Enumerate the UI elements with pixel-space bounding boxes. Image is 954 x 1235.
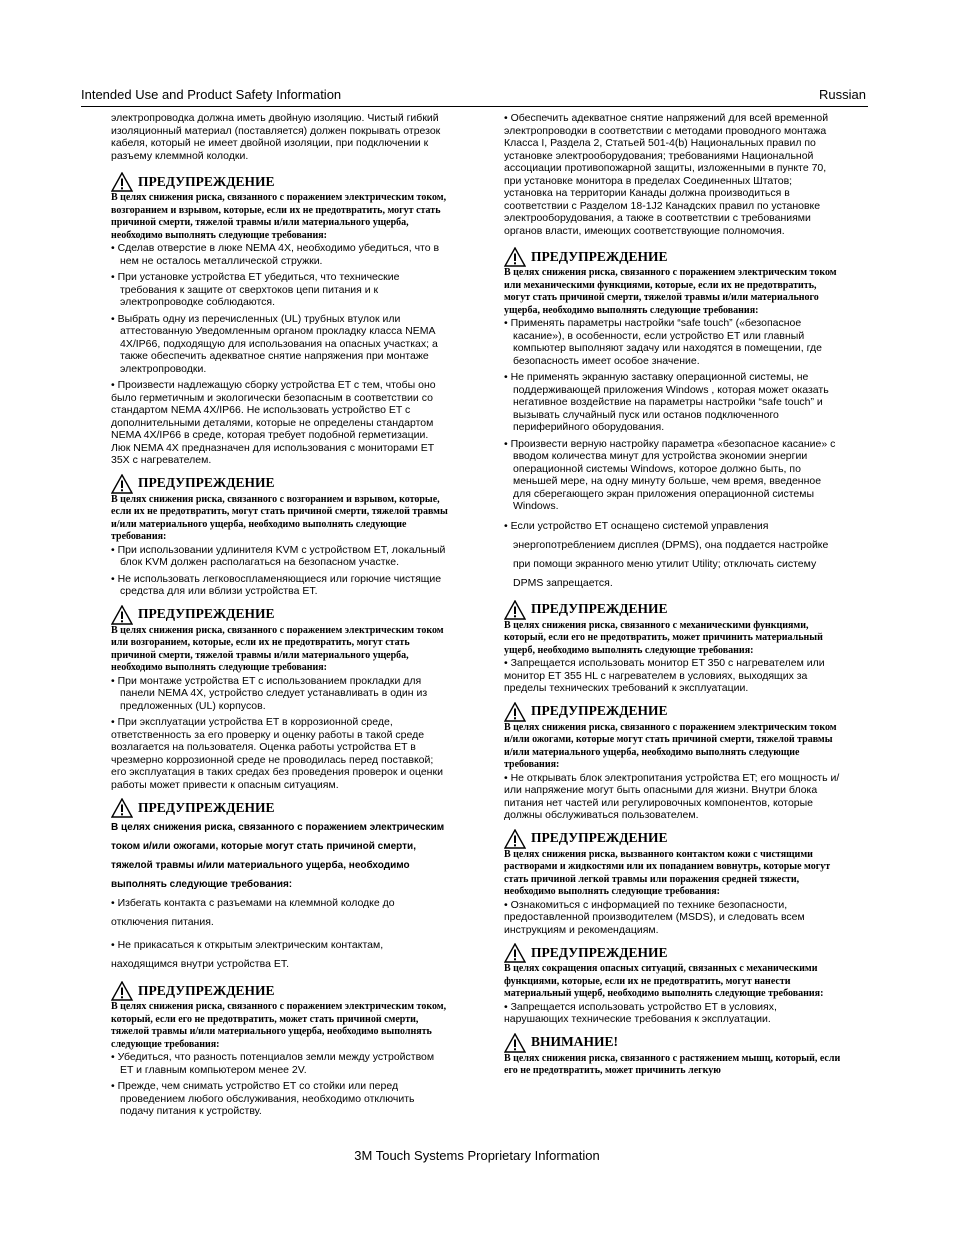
warning-list xyxy=(504,317,841,593)
warning-intro: В целях снижения риска, связанного с механическими функциями, который, если его не предотвратить, может причинить материальный ущерб, необходимо выполнять следующие требования: xyxy=(504,619,823,656)
header-language: Russian xyxy=(819,87,866,102)
list-item: • Запрещается использовать устройство ET в условиях, нарушающих технические требования к эксплуатации. xyxy=(504,1001,841,1026)
list-item: • Убедиться, что разность потенциалов земли между устройством ET и главным компьютером менее 2V. xyxy=(111,1051,448,1076)
warning-block xyxy=(111,981,448,1118)
warning-block xyxy=(111,474,448,598)
warning-triangle-icon xyxy=(504,247,526,267)
warning-triangle-icon xyxy=(111,605,133,625)
warning-heading xyxy=(504,702,841,722)
warning-triangle-icon xyxy=(504,1033,526,1053)
warning-heading xyxy=(111,605,448,625)
warning-block xyxy=(111,605,448,792)
header-title: Intended Use and Product Safety Information xyxy=(81,87,342,102)
warning-triangle-icon xyxy=(111,981,133,1001)
list-item: • Выбрать одну из перечисленных (UL) трубных втулок или аттестованную Уведомленным органом прокладку класса NEMA 4X/IP66, подходящую для использования на опасных участках; а также обеспечить адекватное снятие напряжения при монтаже электропроводки. xyxy=(111,313,448,376)
warning-triangle-icon xyxy=(504,943,526,963)
caution-heading xyxy=(504,1033,841,1053)
left-column xyxy=(111,112,448,1125)
warning-triangle-icon xyxy=(504,702,526,722)
warning-intro: В целях снижения риска, связанного с поражением электрическим током и/или ожогами, которые могут стать причиной смерти, тяжелой травмы и/или материального ущерба, необходимо выполнять следующие требования: xyxy=(504,721,837,770)
warning-heading xyxy=(504,829,841,849)
warning-title: ПРЕДУПРЕЖДЕНИЕ xyxy=(138,606,275,622)
warning-intro: В целях снижения риска, связанного с поражением электрическим током и/или ожогами, которые могут стать причиной смерти, тяжелой травмы и/или материального ущерба, необходимо выполнять следующие требования: xyxy=(111,822,445,890)
warning-block xyxy=(504,247,841,593)
warning-intro: В целях снижения риска, связанного с поражением электрическим током, который, если его не предотвратить, может стать причиной смерти, тяжелой травмы и/или материального ущерба, необходимо выполнять следующие требования: xyxy=(111,1001,447,1050)
warning-block xyxy=(504,829,841,937)
warning-triangle-icon xyxy=(111,798,133,818)
warning-list xyxy=(111,894,448,974)
warning-title: ПРЕДУПРЕЖДЕНИЕ xyxy=(531,830,668,846)
warning-list xyxy=(111,675,448,792)
right-intro-paragraph: • Обеспечить адекватное снятие напряжений для всей временной электропроводки в соответствии с методами проводного монтажа Класса I, Раздела 2, Статьей 501-4(b) Национальных правил по установке электрооборудования; требованиями Национальной ассоциации противопожарной защиты, изложенными в пункте 70, при установке монитора в пределах Соединенных Штатов; установка на территории Канады должна производиться в соответствии с Разделом 18-1J2 Канадских правил по установке электрооборудования, а также в соответствии с требованиями органов власти, имеющих соответствующие полномочия. xyxy=(504,112,829,237)
warning-block xyxy=(504,943,841,1026)
list-item: • Произвести надлежащую сборку устройства ET с тем, чтобы оно было герметичным и экологически безопасным в соответствии со стандартом NEMA 4X/IP66. Не использовать устройство ET с дополнительными деталями, которые не определены стандартом NEMA 4X/IP66 в среде, которая требует подобной герметизации. Люк NEMA 4X предназначен для использования с мониторами ET 35X с нагревателем. xyxy=(111,379,448,467)
warning-triangle-icon xyxy=(111,172,133,192)
warning-title: ПРЕДУПРЕЖДЕНИЕ xyxy=(531,248,668,264)
warning-list xyxy=(504,1001,841,1026)
page-footer: 3M Touch Systems Proprietary Information xyxy=(354,1148,600,1163)
warning-triangle-icon xyxy=(111,474,133,494)
warning-block xyxy=(504,600,841,695)
warning-title: ПРЕДУПРЕЖДЕНИЕ xyxy=(531,601,668,617)
caution-block xyxy=(504,1033,841,1078)
warning-heading xyxy=(504,247,841,267)
list-item: • Не использовать легковоспламеняющиеся или горючие чистящие средства для или вблизи устройства ET. xyxy=(111,573,448,598)
list-item: • При использовании удлинителя KVM с устройством ET, локальный блок KVM должен располагаться на безопасном участке. xyxy=(111,544,448,569)
caution-intro: В целях снижения риска, связанного с растяжением мышц, который, если его не предотвратить, может причинить легкую xyxy=(504,1052,841,1076)
list-item: • Если устройство ET оснащено системой управления энергопотреблением дисплея (DPMS), она поддается настройке при помощи экранного меню утилит Utility; отключать систему DPMS запрещается. xyxy=(504,517,841,593)
warning-title: ПРЕДУПРЕЖДЕНИЕ xyxy=(138,982,275,998)
warning-title: ПРЕДУПРЕЖДЕНИЕ xyxy=(138,173,275,189)
list-item: • Сделав отверстие в люке NEMA 4X, необходимо убедиться, что в нем не осталось металлической стружки. xyxy=(111,242,448,267)
warning-triangle-icon xyxy=(504,600,526,620)
warning-block xyxy=(111,172,448,467)
list-item: • При установке устройства ET убедиться, что технические требования к защите от сверхтоков цепи питания и к электропроводке соблюдаются. xyxy=(111,271,448,309)
warning-heading xyxy=(111,798,448,818)
warning-block xyxy=(111,798,448,974)
warning-heading xyxy=(111,474,448,494)
warning-title: ПРЕДУПРЕЖДЕНИЕ xyxy=(531,944,668,960)
list-item: • Не открывать блок электропитания устройства ET; его мощность и/или напряжение могут быть опасными для жизни. Внутри блока питания нет частей или регулировочных компонентов, которые должны обслуживаться пользователем. xyxy=(504,772,841,822)
warning-block xyxy=(504,702,841,822)
warning-intro: В целях снижения риска, связанного с возгоранием и взрывом, которые, если их не предотвратить, могут стать причиной смерти, тяжелой травмы и/или материального ущерба, необходимо выполнять следующие требования: xyxy=(111,493,448,542)
warning-list xyxy=(111,242,448,467)
right-column xyxy=(504,112,841,1085)
warning-triangle-icon xyxy=(504,829,526,849)
caution-title: ВНИМАНИЕ! xyxy=(531,1034,618,1050)
warning-intro: В целях сокращения опасных ситуаций, связанных с механическими функциями, которые, если их не предотвратить, могут нанести материальный ущерб, необходимо выполнять следующие требования: xyxy=(504,963,824,999)
list-item: • Применять параметры настройки “safe touch” («безопасное касание»), в особенности, если устройство ET или главный компьютер выполняют задачу или находятся в помещении, где безопасность имеет особое значение. xyxy=(504,317,841,367)
warning-list xyxy=(111,544,448,598)
warning-heading xyxy=(111,981,448,1001)
warning-intro: В целях снижения риска, связанного с поражением электрическим током, возгоранием и взрывом, которые, если их не предотвратить, могут стать причиной смерти, тяжелой травмы и/или материального ущерба, необходимо выполнять следующие требования: xyxy=(111,192,447,241)
list-item: • Запрещается использовать монитор ET 350 с нагревателем или монитор ET 355 HL с нагревателем в условиях, выходящих за пределы технических требований к эксплуатации. xyxy=(504,657,841,695)
left-intro-paragraph: электропроводка должна иметь двойную изоляцию. Чистый гибкий изоляционный материал (поставляется) должен покрывать отрезок кабеля, который не имеет двойной изоляции, при подключении к разъему клеммной колодки. xyxy=(111,112,441,162)
warning-list xyxy=(504,772,841,822)
warning-list xyxy=(111,1051,448,1118)
list-item: • При монтаже устройства ET с использованием прокладки для панели NEMA 4X, устройство следует устанавливать в один из предложенных (UL) корпусов. xyxy=(111,675,448,713)
warning-intro: В целях снижения риска, связанного с поражением электрическим током или возгоранием, которые, если их не предотвратить, могут стать причиной смерти, тяжелой травмы и/или материального ущерба, необходимо выполнять следующие требования: xyxy=(111,624,444,673)
header-rule xyxy=(81,106,868,107)
list-item: • Не прикасаться к открытым электрическим контактам, находящимся внутри устройства ET. xyxy=(111,936,448,974)
warning-heading xyxy=(111,172,448,192)
list-item: • Произвести верную настройку параметра «безопасное касание» с вводом количества минут для устройства экономии энергии операционной системы Windows, которое должно быть, по меньшей мере, на одну минуту больше, чем время, введенное для сберегающего экран приложения операционной системы Windows. xyxy=(504,438,841,513)
warning-list xyxy=(504,657,841,695)
warning-title: ПРЕДУПРЕЖДЕНИЕ xyxy=(531,703,668,719)
list-item: • При эксплуатации устройства ET в коррозионной среде, ответственность за его проверку и оценку работы в такой среде возлагается на пользователя. Оценка работы устройства ET в чрезмерно коррозионной среде не проводилась перед поставкой; его эксплуатация в таких средах без проведения проверок и оценки работы может привести к опасным ситуациям. xyxy=(111,716,448,791)
list-item: • Избегать контакта с разъемами на клеммной колодке до отключения питания. xyxy=(111,894,448,932)
warning-intro: В целях снижения риска, вызванного контактом кожи с чистящими растворами и жидкостями или их попаданием вовнутрь, которые могут стать причиной легкой травмы или поражения средней тяжести, необходимо выполнять следующие требования: xyxy=(504,848,831,897)
warning-heading xyxy=(504,600,841,620)
list-item: • Не применять экранную заставку операционной системы, не поддерживающей приложения Windows , которая может оказать негативное воздействие на параметры настройки “safe touch” и вызывать случайный пуск или останов подключенного периферийного оборудования. xyxy=(504,371,841,434)
warning-title: ПРЕДУПРЕЖДЕНИЕ xyxy=(138,799,275,815)
warning-title: ПРЕДУПРЕЖДЕНИЕ xyxy=(138,475,275,491)
warning-list xyxy=(504,899,841,937)
warning-heading xyxy=(504,943,841,963)
list-item: • Ознакомиться с информацией по технике безопасности, предоставленной производителем (MSDS), и следовать всем инструкциям и рекомендациям. xyxy=(504,899,841,937)
warning-intro: В целях снижения риска, связанного с поражением электрическим током или механическими функциями, которые, если их не предотвратить, могут стать причиной смерти, тяжелой травмы и/или материального ущерба, необходимо выполнять следующие требования: xyxy=(504,267,837,316)
list-item: • Прежде, чем снимать устройство ET со стойки или перед проведением любого обслуживания, необходимо отключить подачу питания к устройству. xyxy=(111,1080,448,1118)
